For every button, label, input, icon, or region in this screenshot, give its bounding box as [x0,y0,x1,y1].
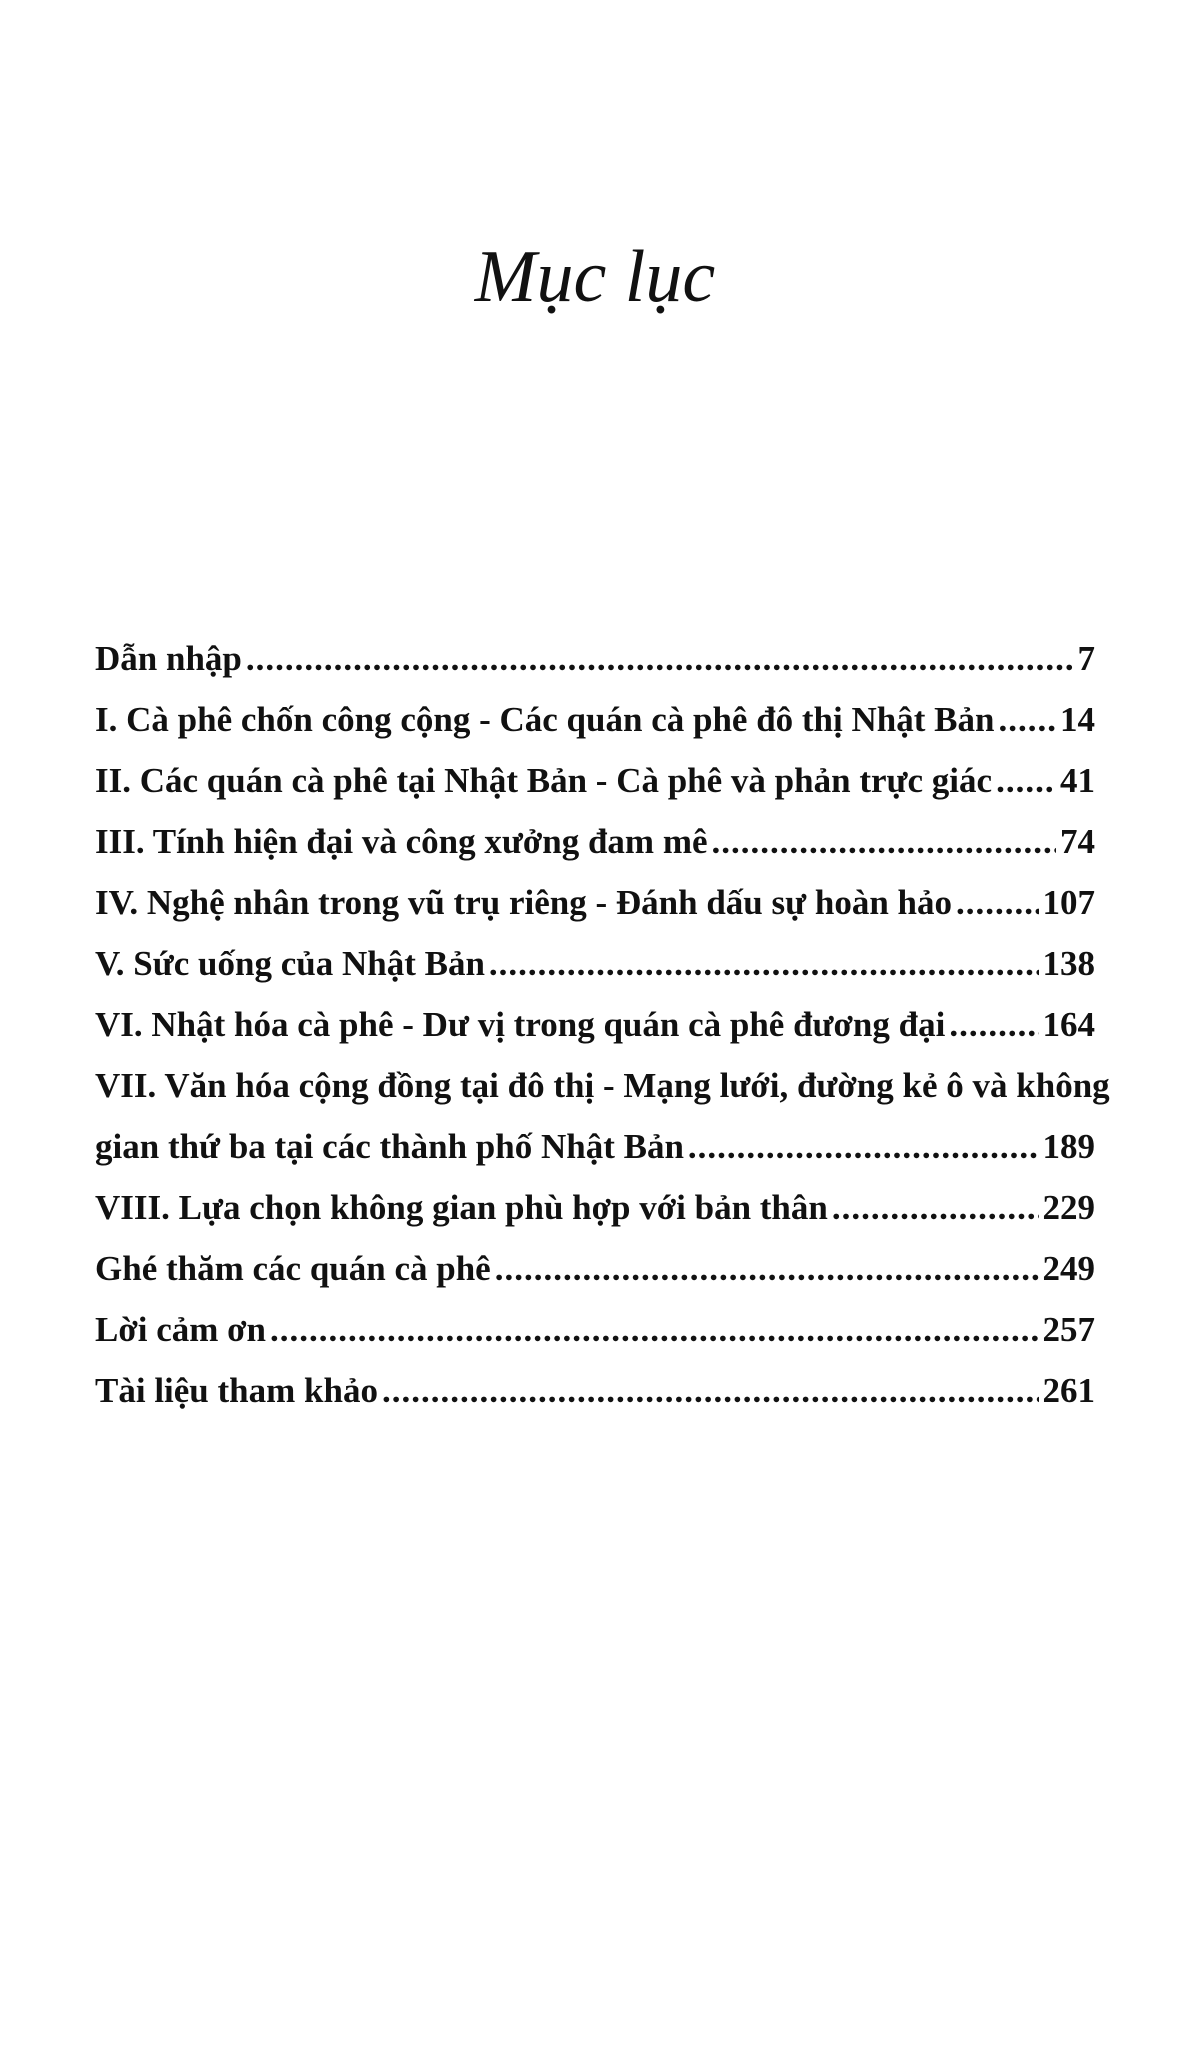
toc-entry-chapter-3[interactable] [95,811,1095,872]
toc-dot-leader [246,628,1074,689]
toc-entry-title: Tài liệu tham khảo [95,1371,378,1410]
toc-entry-acknowledgements[interactable] [95,1299,1095,1360]
toc-line [95,933,1095,994]
toc-line [95,1360,1095,1421]
toc-page-number: 229 [1042,1188,1095,1227]
toc-dot-leader [832,1177,1039,1238]
toc-line [95,872,1095,933]
toc-line [95,1177,1095,1238]
toc-dot-leader [712,811,1056,872]
toc-line [95,1238,1095,1299]
toc-dot-leader [382,1360,1039,1421]
toc-entry-references[interactable] [95,1360,1095,1421]
toc-entry-chapter-8[interactable] [95,1177,1095,1238]
toc-entry-introduction[interactable] [95,628,1095,689]
toc-page-number: 41 [1060,761,1095,800]
toc-entry-chapter-4[interactable] [95,872,1095,933]
toc-line [95,994,1095,1055]
toc-page-number: 14 [1060,700,1095,739]
toc-page-number: 7 [1077,639,1095,678]
toc-entry-chapter-2[interactable] [95,750,1095,811]
toc-entry-title: Dẫn nhập [95,639,242,678]
toc-line [95,750,1095,811]
toc-page-number: 138 [1042,944,1095,983]
toc-dot-leader [495,1238,1039,1299]
toc-page-number: 107 [1042,883,1095,922]
table-of-contents [95,628,1110,1421]
toc-entry-title: V. Sức uống của Nhật Bản [95,944,485,983]
toc-line [95,1299,1095,1360]
toc-entry-chapter-6[interactable] [95,994,1095,1055]
toc-dot-leader [949,994,1038,1055]
toc-page-number: 257 [1042,1310,1095,1349]
toc-page-number: 249 [1042,1249,1095,1288]
toc-entry-chapter-5[interactable] [95,933,1095,994]
toc-entry-title: I. Cà phê chốn công cộng - Các quán cà phê đô thị Nhật Bản [95,700,995,739]
toc-entry-title: Lời cảm ơn [95,1310,266,1349]
toc-entry-title-line-1: VII. Văn hóa cộng đồng tại đô thị - Mạng lưới, đường kẻ ô và không [95,1066,1110,1105]
toc-page-number: 189 [1042,1127,1095,1166]
toc-dot-leader [998,689,1056,750]
toc-entry-title: gian thứ ba tại các thành phố Nhật Bản [95,1127,684,1166]
toc-dot-leader [489,933,1039,994]
toc-line [95,1116,1095,1177]
toc-entry-chapter-1[interactable] [95,689,1095,750]
toc-dot-leader [688,1116,1039,1177]
toc-entry-title: IV. Nghệ nhân trong vũ trụ riêng - Đánh dấu sự hoàn hảo [95,883,953,922]
toc-entry-visit-cafes[interactable] [95,1238,1095,1299]
toc-page-number: 261 [1042,1371,1095,1410]
toc-dot-leader [996,750,1056,811]
toc-page-number: 164 [1042,1005,1095,1044]
toc-entry-title: III. Tính hiện đại và công xưởng đam mê [95,822,708,861]
toc-line [95,628,1095,689]
toc-entry-title: VIII. Lựa chọn không gian phù hợp với bản thân [95,1188,828,1227]
toc-entry-title: VI. Nhật hóa cà phê - Dư vị trong quán cà phê đương đại [95,1005,946,1044]
toc-line [95,689,1095,750]
toc-dot-leader [270,1299,1039,1360]
toc-entry-title: II. Các quán cà phê tại Nhật Bản - Cà phê và phản trực giác [95,761,993,800]
toc-entry-title: Ghé thăm các quán cà phê [95,1249,491,1288]
page-title: Mục lục [474,236,716,318]
toc-dot-leader [956,872,1038,933]
toc-line [95,811,1095,872]
toc-page-number: 74 [1060,822,1095,861]
toc-entry-chapter-7[interactable] [95,1055,1110,1177]
